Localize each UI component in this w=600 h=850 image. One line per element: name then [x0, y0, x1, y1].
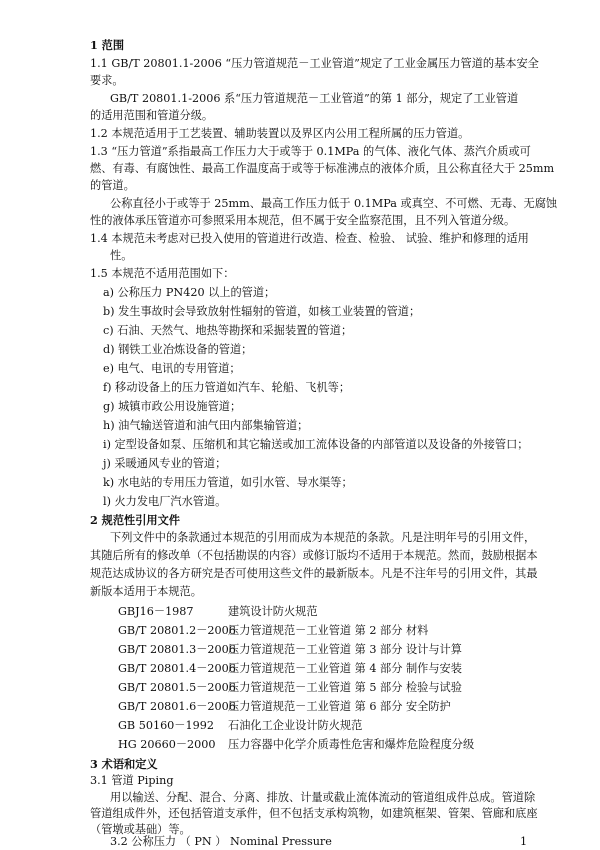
- reference-title: 压力管道规范－工业管道 第 2 部分 材料: [228, 624, 429, 637]
- section-1-heading: 1 范围: [90, 38, 125, 52]
- section-2-heading: 2 规范性引用文件: [90, 513, 180, 527]
- section-2-paragraph-line: 其随后所有的修改单（不包括勘误的内容）或修订版均不适用于本规范。然而，鼓励根据本: [90, 549, 538, 562]
- clause-1-1-line: 要求。: [90, 74, 124, 87]
- section-3-heading: 3 术语和定义: [90, 757, 158, 771]
- reference-title: 压力容器中化学介质毒性危害和爆炸危险程度分级: [228, 738, 475, 751]
- reference-code: GB/T 20801.2－2006: [118, 624, 236, 637]
- list-item: i) 定型设备如泵、压缩机和其它输送或加工流体设备的内部管道以及设备的外接管口；: [103, 438, 529, 451]
- clause-3-1-definition-line: 管道组成件外，还包括管道支承件，但不包括支承构筑物，如建筑框架、管架、管廊和底座: [90, 807, 538, 820]
- clause-1-4-line: 1.4 本规范未考虑对已投入使用的管道进行改造、检查、检验、 试验、维护和修理的适用: [90, 232, 529, 245]
- clause-1-3-note-line: 公称直径小于或等于 25mm、最高工作压力低于 0.1MPa 或真空、不可燃、无毒、无腐蚀: [110, 197, 558, 210]
- reference-title: 压力管道规范－工业管道 第 5 部分 检验与试验: [228, 681, 462, 694]
- list-item: h) 油气输送管道和油气田内部集输管道；: [103, 419, 309, 432]
- list-item: l) 火力发电厂汽水管道。: [103, 495, 227, 508]
- reference-title: 压力管道规范－工业管道 第 3 部分 设计与计算: [228, 643, 462, 656]
- clause-1-3-note-line: 性的液体承压管道亦可参照采用本规范，但不属于安全监察范围，且不列入管道分级。: [90, 214, 516, 227]
- clause-1-1-note-line: GB/T 20801.1-2006 系“压力管道规范－工业管道”的第 1 部分，规定了工业管道: [110, 92, 519, 105]
- reference-code: HG 20660－2000: [118, 738, 216, 751]
- clause-3-1-definition-line: （管墩或基础）等。: [90, 823, 191, 836]
- reference-title: 建筑设计防火规范: [228, 605, 318, 618]
- section-2-paragraph-line: 规范达成协议的各方研究是否可使用这些文件的最新版本。凡是不注年号的引用文件，其最: [90, 567, 538, 580]
- reference-code: GB 50160－1992: [118, 719, 214, 732]
- reference-title: 石油化工企业设计防火规范: [228, 719, 363, 732]
- clause-1-3-line: 燃、有毒、有腐蚀性、最高工作温度高于或等于标准沸点的液体介质，且公称直径大于 25mm: [90, 162, 555, 175]
- list-item: j) 采暖通风专业的管道；: [103, 457, 227, 470]
- list-item: k) 水电站的专用压力管道，如引水管、导水渠等；: [103, 476, 353, 489]
- list-item: c) 石油、天然气、地热等勘探和采掘装置的管道；: [103, 324, 353, 337]
- list-item: a) 公称压力 PN420 以上的管道；: [103, 286, 276, 299]
- clause-3-1-definition-line: 用以输送、分配、混合、分离、排放、计量或截止流体流动的管道组成件总成。管道除: [110, 791, 536, 804]
- clause-1-4-line: 性。: [110, 249, 133, 262]
- clause-1-3-line: 1.3 “压力管道”系指最高工作压力大于或等于 0.1MPa 的气体、液化气体、蒸汽介质或可: [90, 145, 531, 158]
- section-2-paragraph-line: 下列文件中的条款通过本规范的引用而成为本规范的条款。凡是注明年号的引用文件，: [110, 531, 536, 544]
- page-number: 1: [520, 835, 528, 848]
- clause-1-2: 1.2 本规范适用于工艺装置、辅助装置以及界区内公用工程所属的压力管道。: [90, 127, 470, 140]
- reference-title: 压力管道规范－工业管道 第 4 部分 制作与安装: [228, 662, 462, 675]
- reference-code: GB/T 20801.3－2006: [118, 643, 236, 656]
- list-item: g) 城镇市政公用设施管道；: [103, 400, 242, 413]
- clause-1-1-note-line: 的适用范围和管道分级。: [90, 109, 214, 122]
- reference-code: GB/T 20801.4－2006: [118, 662, 236, 675]
- section-2-paragraph-line: 新版本适用于本规范。: [90, 585, 202, 598]
- list-item: e) 电气、电讯的专用管道；: [103, 362, 241, 375]
- list-item: b) 发生事故时会导致放射性辐射的管道，如核工业装置的管道；: [103, 305, 421, 318]
- clause-1-1-line: 1.1 GB/T 20801.1-2006 “压力管道规范－工业管道”规定了工业金属压力管道的基本安全: [90, 57, 539, 70]
- reference-code: GBJ16－1987: [118, 605, 194, 618]
- reference-code: GB/T 20801.6－2006: [118, 700, 236, 713]
- reference-code: GB/T 20801.5－2006: [118, 681, 236, 694]
- clause-3-1-title: 3.1 管道 Piping: [90, 774, 174, 787]
- list-item: d) 钢铁工业冶炼设备的管道；: [103, 343, 253, 356]
- list-item: f) 移动设备上的压力管道如汽车、轮船、飞机等；: [103, 381, 351, 394]
- clause-1-5: 1.5 本规范不适用范围如下：: [90, 267, 235, 280]
- clause-3-2-title: 3.2 公称压力 （ PN ） Nominal Pressure: [110, 835, 332, 848]
- clause-1-3-line: 的管道。: [90, 179, 135, 192]
- reference-title: 压力管道规范－工业管道 第 6 部分 安全防护: [228, 700, 451, 713]
